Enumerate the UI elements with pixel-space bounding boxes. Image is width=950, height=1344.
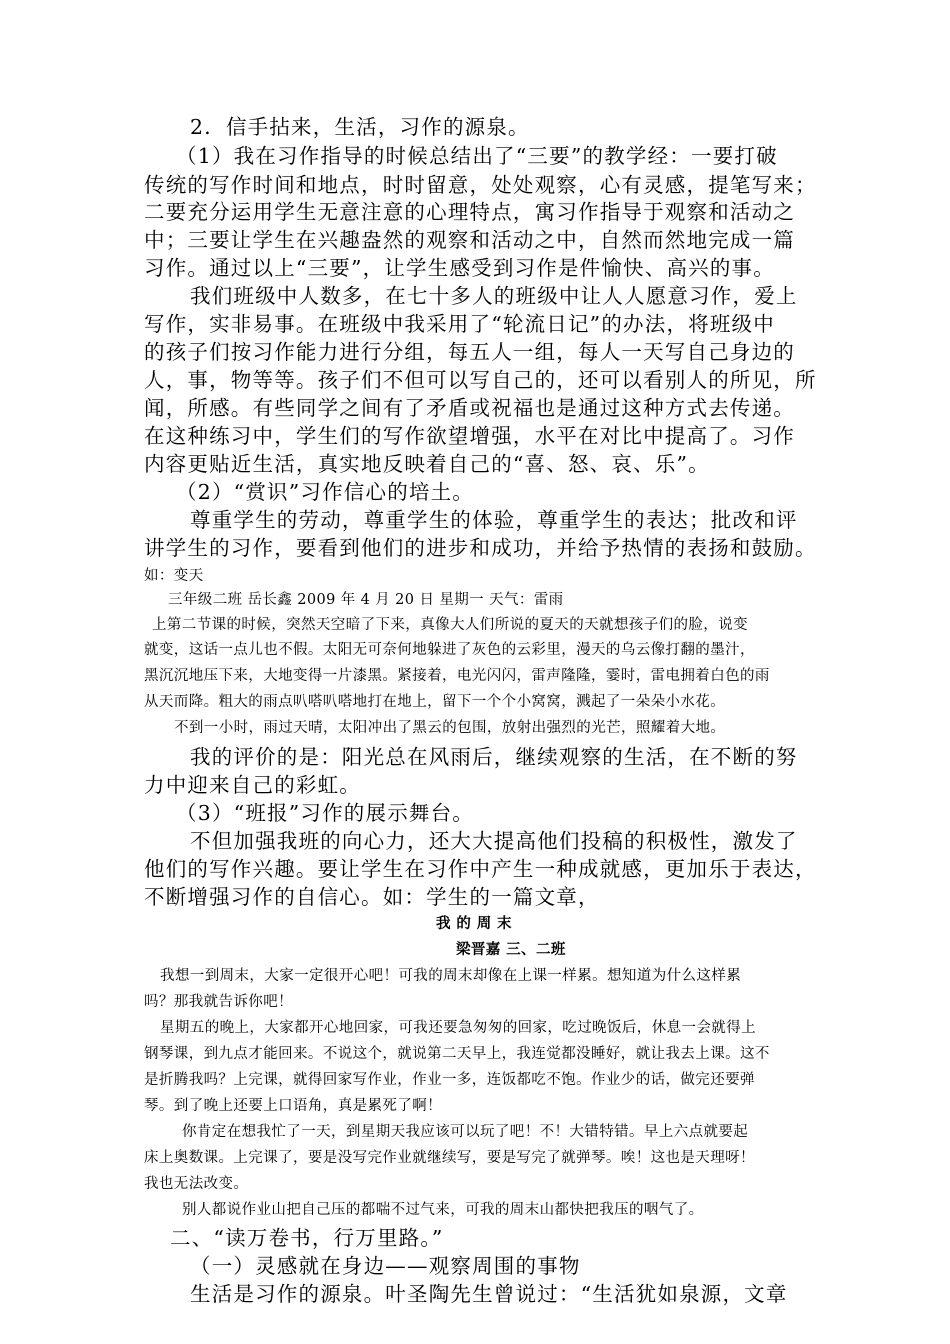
subheading-appreciation: （2）“赏识”习作信心的培土。 — [176, 480, 475, 504]
essay-line: 星期五的晚上，大家都开心地回家，可我还要急匆匆的回家，吃过晚饭后，休息一会就得上 — [160, 1020, 756, 1036]
essay-title: 我 的 周 末 — [436, 915, 512, 932]
paragraph-line: 我们班级中人数多，在七十多人的班级中让人人愿意习作，爱上 — [190, 284, 798, 308]
paragraph-line: （1）我在习作指导的时候总结出了“三要”的教学经：一要打破 — [176, 144, 778, 168]
paragraph-line: 闻，所感。有些同学之间有了矛盾或祝福也是通过这种方式去传递。 — [144, 396, 795, 420]
essay-line: 我也无法改变。 — [144, 1176, 249, 1192]
paragraph-line: 他们的写作兴趣。要让学生在习作中产生一种成就感，更加乐于表达， — [144, 857, 817, 881]
diary-header: 三年级二班 岳长鑫 2009 年 4 月 20 日 星期一 天气：雷雨 — [168, 592, 564, 608]
essay-line: 吗？那我就告诉你吧！ — [144, 994, 293, 1010]
paragraph-line: 讲学生的习作，要看到他们的进步和成功，并给予热情的表扬和鼓励。 — [144, 536, 817, 560]
essay-line: 我想一到周末，大家一定很开心吧！可我的周末却像在上课一样累。想知道为什么这样累 — [160, 968, 742, 984]
essay-author: 梁晋嘉 三、二班 — [456, 941, 566, 958]
paragraph-line: 内容更贴近生活，真实地反映着自己的“喜、怒、哀、乐”。 — [144, 452, 710, 476]
diary-line: 上第二节课的时候，突然天空暗了下来，真像大人们所说的夏天的天就想孩子们的脸，说变 — [152, 617, 748, 633]
paragraph-line: 传统的写作时间和地点，时时留意，处处观察，心有灵感，提笔写来； — [144, 173, 817, 197]
essay-line: 你肯定在想我忙了一天，到星期天我应该可以玩了吧！不！大错特错。早上六点就要起 — [182, 1124, 749, 1140]
paragraph-line: 我的评价的是：阳光总在风雨后，继续观察的生活，在不断的努 — [190, 745, 798, 769]
essay-line: 钢琴课，到九点才能回来。不说这个，就说第二天早上，我连觉都没睡好，就让我去上课。这不 — [144, 1046, 770, 1062]
diary-line: 从天而降。粗大的雨点叭嗒叭嗒地打在地上，留下一个个小窝窝，溅起了一朵朵小水花。 — [144, 694, 726, 710]
paragraph-line: 中；三要让学生在兴趣盎然的观察和活动之中，自然而然地完成一篇 — [144, 228, 795, 252]
paragraph-line: 在这种练习中，学生们的写作欲望增强，水平在对比中提高了。习作 — [144, 424, 795, 448]
diary-line: 就变，这话一点儿也不假。太阳无可奈何地躲进了灰色的云彩里，漫天的乌云像打翻的墨汁， — [144, 642, 755, 658]
subheading-class-paper: （3）“班报”习作的展示舞台。 — [176, 801, 475, 825]
essay-line: 琴。到了晚上还要上口语角，真是累死了啊！ — [144, 1098, 442, 1114]
subheading-inspiration: （一）灵感就在身边——观察周围的事物 — [190, 1254, 581, 1278]
paragraph-line: 不但加强我班的向心力，还大大提高他们投稿的积极性，激发了 — [190, 829, 798, 853]
paragraph-line: 习作。通过以上“三要”，让学生感受到习作是件愉快、高兴的事。 — [144, 256, 775, 280]
paragraph-line: 不断增强习作的自信心。如：学生的一篇文章， — [144, 885, 600, 909]
paragraph-line: 力中迎来自己的彩虹。 — [144, 773, 361, 797]
essay-line: 别人都说作业山把自己压的都喘不过气来，可我的周末山都快把我压的咽气了。 — [182, 1202, 704, 1218]
paragraph-line: 的孩子们按习作能力进行分组，每五人一组，每人一天写自己身边的 — [144, 340, 795, 364]
paragraph-line: 写作，实非易事。在班级中我采用了“轮流日记”的办法，将班级中 — [144, 312, 775, 336]
paragraph-line: 尊重学生的劳动，尊重学生的体验，尊重学生的表达；批改和评 — [190, 508, 798, 532]
paragraph-line: 生活是习作的源泉。叶圣陶先生曾说过：“生活犹如泉源，文章 — [190, 1282, 788, 1306]
diary-line: 黑沉沉地压下来，大地变得一片漆黑。紧接着，电光闪闪，雷声隆隆，霎时，雷电拥着白色的雨 — [144, 668, 770, 684]
essay-line: 床上奥数课。上完课了，要是没写完作业就继续写，要是写完了就弹琴。唉！这也是天理呀！ — [144, 1150, 755, 1166]
paragraph-line: 二要充分运用学生无意注意的心理特点，寓习作指导于观察和活动之 — [144, 200, 795, 224]
section-heading-two: 二、“读万卷书，行万里路。” — [170, 1226, 444, 1250]
heading-life-source: 2．信手拈来，生活，习作的源泉。 — [190, 115, 530, 139]
diary-line: 不到一小时，雨过天晴，太阳冲出了黑云的包围，放射出强烈的光芒，照耀着大地。 — [174, 720, 726, 736]
paragraph-line: 人，事，物等等。孩子们不但可以写自己的，还可以看别人的所见，所 — [144, 368, 817, 392]
essay-line: 是折腾我吗？上完课，就得回家写作业，作业一多，连饭都吃不饱。作业少的话，做完还要弹 — [144, 1072, 755, 1088]
example-label: 如：变天 — [144, 568, 204, 584]
